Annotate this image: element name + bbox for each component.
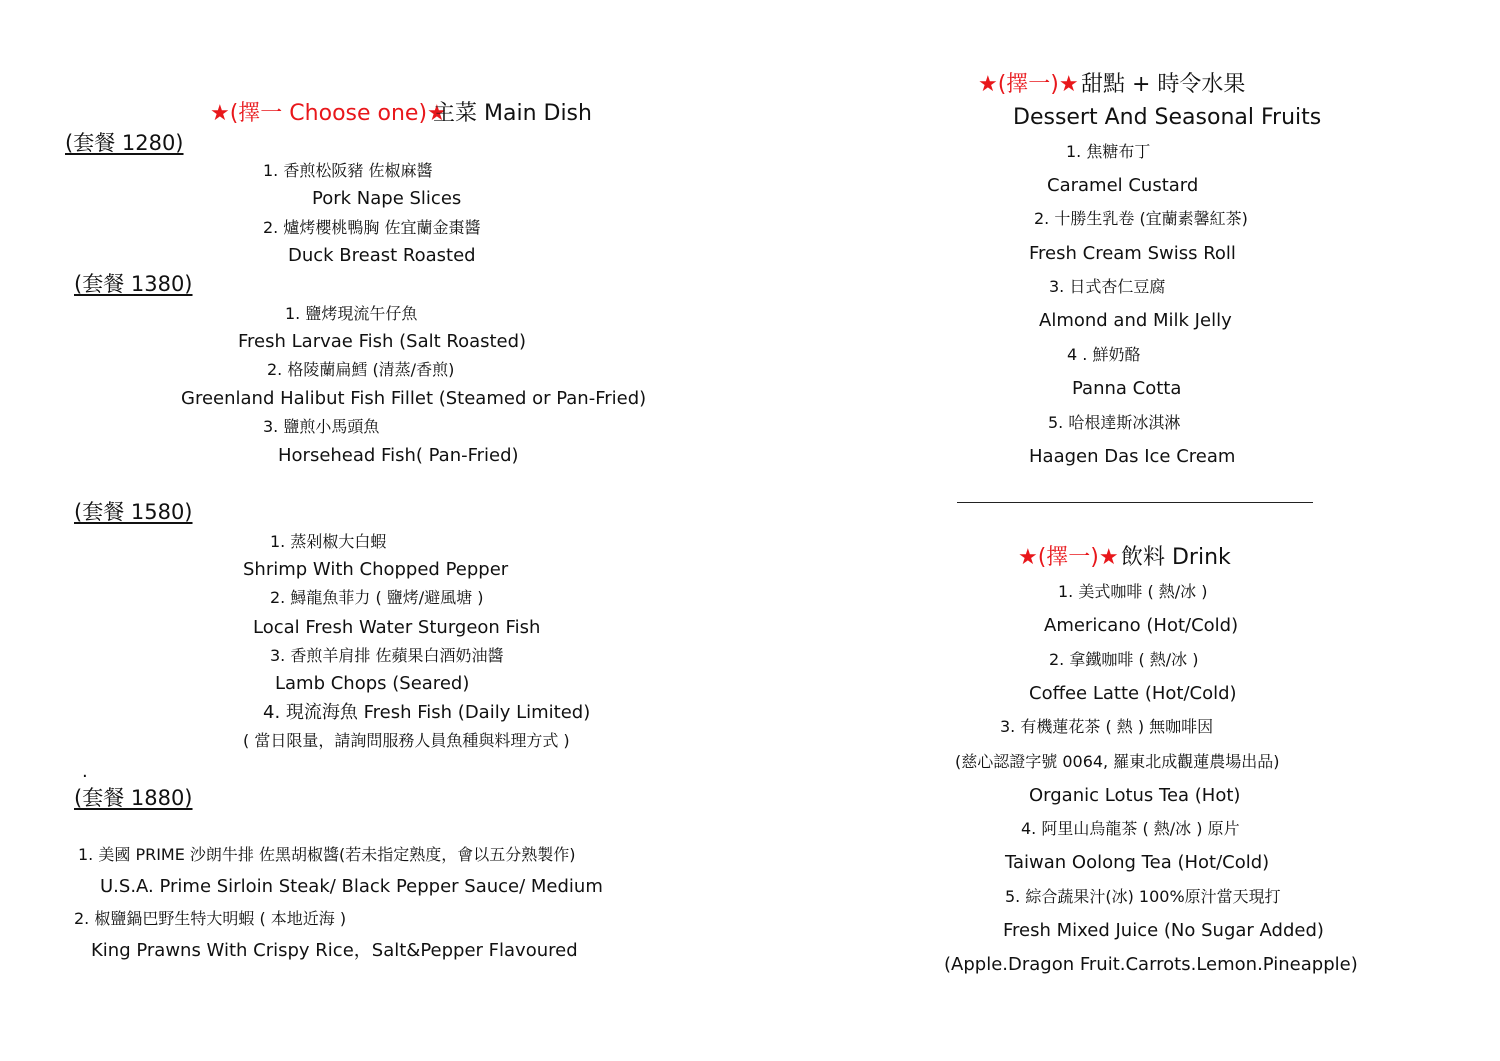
dessert-heading-title: 甜點 + 時令水果 xyxy=(1081,72,1246,97)
set-1280-item-1-zh: 1. 香煎松阪豬 佐椒麻醬 xyxy=(263,161,433,180)
drink-item-5-note: (Apple.Dragon Fruit.Carrots.Lemon.Pineapple) xyxy=(944,954,1358,975)
set-1380-item-1-en: Fresh Larvae Fish (Salt Roasted) xyxy=(238,331,527,352)
drink-item-5-zh: 5. 綜合蔬果汁(冰) 100%原汁當天現打 xyxy=(1005,887,1281,906)
set-1380-item-3-zh: 3. 鹽煎小馬頭魚 xyxy=(263,417,380,436)
section-divider xyxy=(957,502,1313,503)
set-1580-item-1-zh: 1. 蒸剁椒大白蝦 xyxy=(270,532,387,551)
drink-item-2-zh: 2. 拿鐵咖啡 ( 熱/冰 ) xyxy=(1049,650,1199,669)
drink-heading-mark: ★(擇一)★ xyxy=(1018,545,1119,570)
drink-item-2-en: Coffee Latte (Hot/Cold) xyxy=(1029,683,1237,704)
set-1280-label: (套餐 1280) xyxy=(65,131,184,155)
set-1380-item-1-zh: 1. 鹽烤現流午仔魚 xyxy=(285,304,418,323)
drink-item-4-zh: 4. 阿里山烏龍茶 ( 熱/冰 ) 原片 xyxy=(1021,819,1240,838)
set-1580-item-1-en: Shrimp With Chopped Pepper xyxy=(243,559,509,580)
dessert-item-5-zh: 5. 哈根達斯冰淇淋 xyxy=(1048,413,1181,432)
set-1880-label: (套餐 1880) xyxy=(74,786,193,810)
set-1580-label: (套餐 1580) xyxy=(74,500,193,524)
drink-item-1-zh: 1. 美式咖啡 ( 熱/冰 ) xyxy=(1058,582,1208,601)
set-1580-item-4-zh: 4. 現流海魚 Fresh Fish (Daily Limited) xyxy=(263,702,591,723)
set-1580-item-2-en: Local Fresh Water Sturgeon Fish xyxy=(253,617,541,638)
dessert-heading-mark: ★(擇一)★ xyxy=(978,72,1079,97)
dessert-item-3-zh: 3. 日式杏仁豆腐 xyxy=(1049,277,1166,296)
dessert-item-1-zh: 1. 焦糖布丁 xyxy=(1066,142,1151,161)
set-1580-item-2-zh: 2. 鱘龍魚菲力 ( 鹽烤/避風塘 ) xyxy=(270,588,484,607)
set-1580-item-3-en: Lamb Chops (Seared) xyxy=(275,673,470,694)
set-1580-item-3-zh: 3. 香煎羊肩排 佐蘋果白酒奶油醬 xyxy=(270,646,504,665)
drink-item-5-en: Fresh Mixed Juice (No Sugar Added) xyxy=(1003,920,1324,941)
set-1880-item-2-zh: 2. 椒鹽鍋巴野生特大明蝦 ( 本地近海 ) xyxy=(74,909,347,928)
dessert-item-3-en: Almond and Milk Jelly xyxy=(1039,310,1232,331)
drink-heading-title: 飲料 Drink xyxy=(1121,545,1231,570)
drink-item-3-zh: 3. 有機蓮花茶 ( 熱 ) 無咖啡因 xyxy=(1000,717,1214,736)
set-1380-label: (套餐 1380) xyxy=(74,272,193,296)
set-1880-item-2-en: King Prawns With Crispy Rice，Salt&Pepper Flavoured xyxy=(91,940,578,961)
set-1380-item-2-en: Greenland Halibut Fish Fillet (Steamed or Pan-Fried) xyxy=(181,388,647,409)
set-1580-item-4-note: ( 當日限量，請詢問服務人員魚種與料理方式 ) xyxy=(243,731,570,750)
dessert-item-4-zh: 4 . 鮮奶酪 xyxy=(1067,345,1141,364)
dessert-item-2-en: Fresh Cream Swiss Roll xyxy=(1029,243,1236,264)
drink-item-3-note: (慈心認證字號 0064, 羅東北成觀蓮農場出品) xyxy=(955,752,1280,771)
dessert-subtitle: Dessert And Seasonal Fruits xyxy=(1013,105,1322,130)
drink-item-4-en: Taiwan Oolong Tea (Hot/Cold) xyxy=(1005,852,1270,873)
set-1380-item-2-zh: 2. 格陵蘭扁鱈 (清蒸/香煎) xyxy=(267,360,455,379)
dessert-item-1-en: Caramel Custard xyxy=(1047,175,1199,196)
main-dish-heading-mark: ★(擇一 Choose one)★ xyxy=(210,101,447,126)
set-1380-item-3-en: Horsehead Fish( Pan-Fried) xyxy=(278,445,519,466)
set-1280-item-2-zh: 2. 爐烤櫻桃鴨胸 佐宜蘭金棗醬 xyxy=(263,218,481,237)
dessert-item-5-en: Haagen Das Ice Cream xyxy=(1029,446,1236,467)
dessert-item-2-zh: 2. 十勝生乳卷 (宜蘭素馨紅茶) xyxy=(1034,209,1248,228)
stray-dot: . xyxy=(82,761,88,782)
dessert-item-4-en: Panna Cotta xyxy=(1072,378,1182,399)
set-1880-item-1-zh: 1. 美國 PRIME 沙朗牛排 佐黑胡椒醬(若未指定熟度，會以五分熟製作) xyxy=(78,845,576,864)
drink-item-1-en: Americano (Hot/Cold) xyxy=(1044,615,1239,636)
set-1280-item-1-en: Pork Nape Slices xyxy=(312,188,462,209)
set-1880-item-1-en: U.S.A. Prime Sirloin Steak/ Black Pepper Sauce/ Medium xyxy=(100,876,603,897)
drink-item-3-en: Organic Lotus Tea (Hot) xyxy=(1029,785,1241,806)
main-dish-heading-title: 主菜 Main Dish xyxy=(433,101,592,126)
set-1280-item-2-en: Duck Breast Roasted xyxy=(288,245,476,266)
